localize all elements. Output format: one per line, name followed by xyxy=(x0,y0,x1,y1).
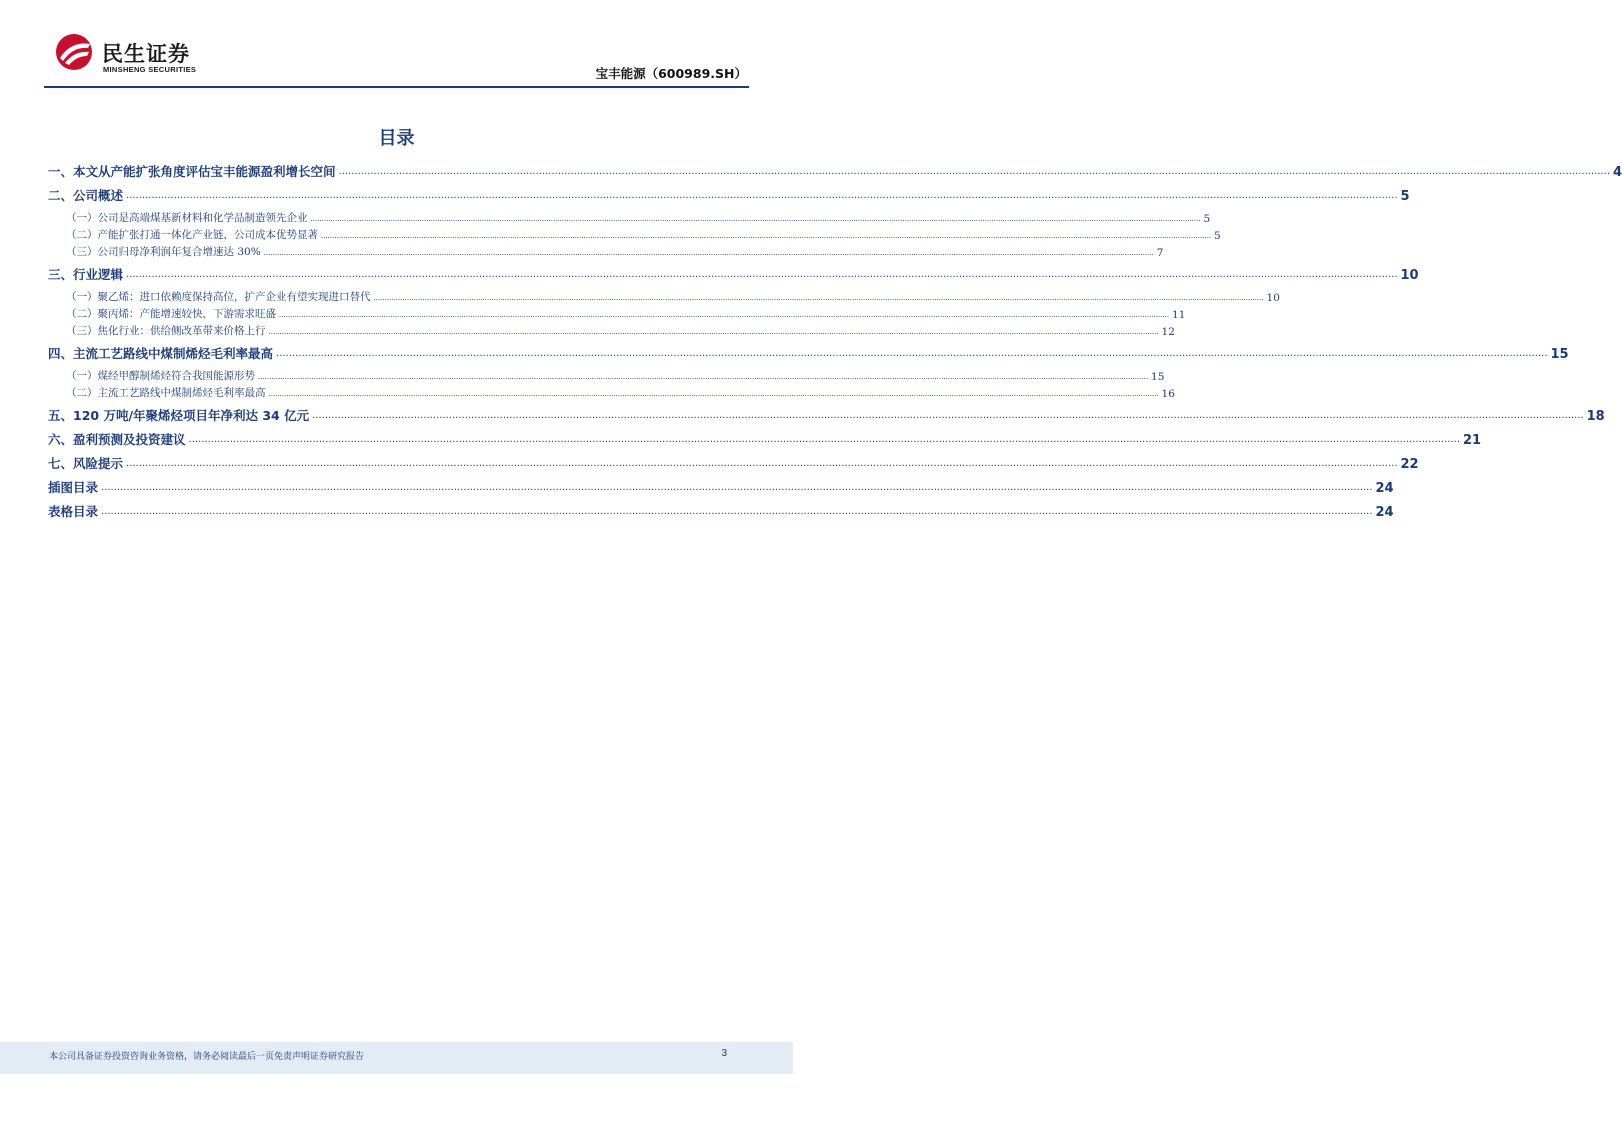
toc-entry-label: （三）焦化行业：供给侧改革带来价格上行 xyxy=(66,325,266,337)
toc-leader-dots: ................................................................................................................................................................................................................................................................................................................................................................................................................ xyxy=(279,311,1170,319)
toc-entry-label: 插图目录 xyxy=(48,480,99,495)
toc-leader-dots: ................................................................................................................................................................................................................................................................................................................................................................................................................ xyxy=(126,269,1398,280)
toc-entry-page: 4 xyxy=(1613,165,1622,180)
toc-entry-label: 七、风险提示 xyxy=(48,456,124,471)
toc-entry-page: 11 xyxy=(1172,309,1186,321)
toc-leader-dots: ................................................................................................................................................................................................................................................................................................................................................................................................................ xyxy=(268,328,1159,336)
page-number: 3 xyxy=(721,1048,727,1059)
toc-leader-dots: ................................................................................................................................................................................................................................................................................................................................................................................................................ xyxy=(101,506,1373,517)
minsheng-logo xyxy=(54,32,254,82)
toc-entry-page: 22 xyxy=(1400,457,1419,472)
toc-entry[interactable] xyxy=(48,156,1622,180)
toc-entry-page: 21 xyxy=(1463,433,1482,448)
toc-entry[interactable] xyxy=(48,180,1410,204)
toc-entry-page: 24 xyxy=(1375,481,1394,496)
toc-entry-page: 5 xyxy=(1400,189,1410,204)
toc-leader-dots: ................................................................................................................................................................................................................................................................................................................................................................................................................ xyxy=(263,249,1154,257)
toc-entry-page: 10 xyxy=(1266,292,1280,304)
toc-subentry[interactable] xyxy=(48,208,1211,225)
toc-leader-dots: ................................................................................................................................................................................................................................................................................................................................................................................................................ xyxy=(258,373,1149,381)
toc-entry-label: 六、盈利预测及投资建议 xyxy=(48,432,186,447)
toc-leader-dots: ................................................................................................................................................................................................................................................................................................................................................................................................................ xyxy=(312,410,1584,421)
toc-leader-dots: ................................................................................................................................................................................................................................................................................................................................................................................................................ xyxy=(126,190,1398,201)
toc-entry[interactable] xyxy=(48,400,1605,424)
toc-entry-page: 24 xyxy=(1375,505,1394,520)
toc-entry-page: 15 xyxy=(1151,371,1165,383)
header-divider xyxy=(44,86,749,88)
toc-leader-dots: ................................................................................................................................................................................................................................................................................................................................................................................................................ xyxy=(126,458,1398,469)
company-name-cn: 民生证券 xyxy=(102,42,190,66)
toc-entry-page: 15 xyxy=(1550,347,1569,362)
company-name-en: MINSHENG SECURITIES xyxy=(103,65,197,74)
page-header xyxy=(44,30,749,88)
toc-leader-dots: ................................................................................................................................................................................................................................................................................................................................................................................................................ xyxy=(373,294,1264,302)
toc-leader-dots: ................................................................................................................................................................................................................................................................................................................................................................................................................ xyxy=(310,215,1201,223)
toc-entry-label: 四、主流工艺路线中煤制烯烃毛利率最高 xyxy=(48,346,274,361)
toc-entry-page: 5 xyxy=(1214,230,1221,242)
toc-entry[interactable] xyxy=(48,259,1419,283)
toc-entry-page: 18 xyxy=(1586,409,1605,424)
toc-entry-page: 7 xyxy=(1156,247,1164,259)
toc-leader-dots: ................................................................................................................................................................................................................................................................................................................................................................................................................ xyxy=(276,348,1548,359)
toc-entry-label: （一）煤经甲醇制烯烃符合我国能源形势 xyxy=(66,370,255,382)
toc-subentry[interactable] xyxy=(48,304,1186,321)
toc-entry-label: （一）聚乙烯：进口依赖度保持高位，扩产企业有望实现进口替代 xyxy=(66,291,371,303)
toc-entry-page: 12 xyxy=(1161,326,1175,338)
toc-leader-dots: ................................................................................................................................................................................................................................................................................................................................................................................................................ xyxy=(268,390,1159,398)
toc-entry-label: （二）产能扩张打通一体化产业链，公司成本优势显著 xyxy=(66,229,318,241)
toc-entry[interactable] xyxy=(48,448,1419,472)
toc-entry-label: （二）聚丙烯：产能增速较快，下游需求旺盛 xyxy=(66,308,276,320)
toc-entry-label: （二）主流工艺路线中煤制烯烃毛利率最高 xyxy=(66,387,266,399)
toc-subentry[interactable] xyxy=(48,242,1164,259)
toc-leader-dots: ................................................................................................................................................................................................................................................................................................................................................................................................................ xyxy=(188,434,1460,445)
toc-entry-label: 三、行业逻辑 xyxy=(48,267,124,282)
toc-subentry[interactable] xyxy=(48,383,1175,400)
toc-subentry[interactable] xyxy=(48,366,1165,383)
toc-leader-dots: ................................................................................................................................................................................................................................................................................................................................................................................................................ xyxy=(101,482,1373,493)
toc-entry-page: 10 xyxy=(1400,268,1419,283)
toc-leader-dots: ................................................................................................................................................................................................................................................................................................................................................................................................................ xyxy=(321,232,1212,240)
toc-entry[interactable] xyxy=(48,338,1569,362)
toc-subentry[interactable] xyxy=(48,225,1221,242)
toc-entry[interactable] xyxy=(48,496,1394,520)
toc-subentry[interactable] xyxy=(48,287,1280,304)
toc-entry-label: （三）公司归母净利润年复合增速达 30% xyxy=(66,246,261,258)
minsheng-logo-icon xyxy=(54,32,94,72)
toc-entry-page: 16 xyxy=(1161,388,1175,400)
toc-title: 目录 xyxy=(378,128,415,149)
stock-title: 宝丰能源（600989.SH） xyxy=(595,66,747,81)
toc-entry-label: （一）公司是高端煤基新材料和化学品制造领先企业 xyxy=(66,212,308,224)
toc-entry[interactable] xyxy=(48,472,1394,496)
toc-entry-label: 表格目录 xyxy=(48,504,99,519)
toc-entry-label: 一、本文从产能扩张角度评估宝丰能源盈利增长空间 xyxy=(48,164,336,179)
footer-disclaimer: 本公司具备证券投资咨询业务资格，请务必阅读最后一页免责声明证券研究报告 xyxy=(49,1052,365,1062)
toc-entry-label: 二、公司概述 xyxy=(48,188,124,203)
toc-subentry[interactable] xyxy=(48,321,1175,338)
toc-entry-label: 五、120 万吨/年聚烯烃项目年净利达 34 亿元 xyxy=(48,408,310,423)
toc-entry[interactable] xyxy=(48,424,1482,448)
toc-leader-dots: ................................................................................................................................................................................................................................................................................................................................................................................................................ xyxy=(338,166,1610,177)
toc-entry-page: 5 xyxy=(1203,213,1211,225)
table-of-contents xyxy=(48,156,1622,520)
